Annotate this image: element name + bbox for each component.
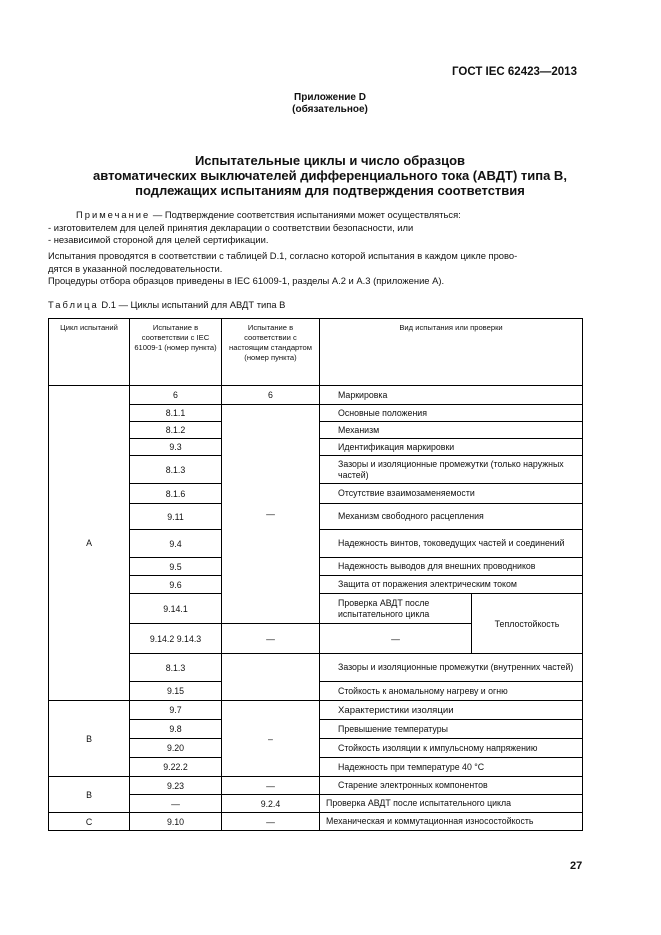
- test-cycles-table: [48, 318, 583, 831]
- page-number: 27: [570, 860, 583, 872]
- cell-iec: 8.1.1: [130, 405, 222, 422]
- header-cycle: Цикл испытаний: [49, 319, 130, 386]
- title-line-2: автоматических выключателей дифференциального тока (АВДТ) типа В,: [93, 168, 567, 183]
- cell-test: Превышение температуры: [320, 720, 583, 739]
- cell-iec: 9.3: [130, 439, 222, 456]
- note-block: [48, 209, 588, 247]
- table-row: [49, 701, 583, 720]
- header-standard-clause: Испытание в соответствии с настоящим стандартом (номер пункта): [222, 319, 320, 386]
- cell-test: Механическая и коммутационная износостойкость: [320, 813, 583, 831]
- cell-iec: 9.22.2: [130, 758, 222, 777]
- table-row: [49, 813, 583, 831]
- title-line-1: Испытательные циклы и число образцов: [194, 153, 466, 168]
- cell-test: Идентификация маркировки: [320, 439, 583, 456]
- appendix-label: Приложение D: [294, 92, 366, 103]
- title-line-3: подлежащих испытаниям для подтверждения соответствия: [135, 183, 525, 198]
- cell-std-dash: –: [222, 701, 320, 777]
- note-label: Примечание: [76, 209, 151, 220]
- cycle-b-cell: В: [49, 701, 130, 777]
- cell-iec: 8.1.6: [130, 484, 222, 504]
- appendix-title: [40, 153, 620, 198]
- table-row: [49, 386, 583, 405]
- appendix-status: (обязательное): [292, 104, 368, 115]
- paragraph-1-cont: дятся в указанной последовательности.: [48, 262, 223, 274]
- cell-iec: 9.14.1: [130, 594, 222, 624]
- cell-test: Механизм свободного расцепления: [320, 504, 583, 530]
- table-caption: [48, 299, 285, 310]
- cell-std: 6: [222, 386, 320, 405]
- cell-test: Старение электронных компонентов: [320, 777, 583, 795]
- note-item-2: - независимой стороной для целей сертификации.: [48, 234, 269, 245]
- cell-test: Зазоры и изоляционные промежутки (только наружных частей): [320, 456, 583, 484]
- table-row: [49, 654, 583, 682]
- cell-test: —: [320, 624, 472, 654]
- cell-iec: 9.8: [130, 720, 222, 739]
- cell-iec: 8.1.3: [130, 654, 222, 682]
- header-test-type: Вид испытания или проверки: [320, 319, 583, 386]
- cell-iec: 8.1.2: [130, 422, 222, 439]
- table-caption-label: Таблица: [48, 299, 99, 310]
- cell-heat-resistance: Теплостойкость: [472, 594, 583, 654]
- document-code: ГОСТ IEC 62423—2013: [452, 66, 577, 78]
- cell-test: Механизм: [320, 422, 583, 439]
- body-text: [48, 250, 588, 288]
- cell-std: —: [222, 624, 320, 654]
- cell-test: Основные положения: [320, 405, 583, 422]
- cell-test: Надежность при температуре 40 °С: [320, 758, 583, 777]
- cell-test: Стойкость изоляции к импульсному напряжению: [320, 739, 583, 758]
- note-text: — Подтверждение соответствия испытаниями может осуществляться:: [150, 209, 461, 220]
- cell-test: Зазоры и изоляционные промежутки (внутренних частей): [320, 654, 583, 682]
- cell-iec: 9.7: [130, 701, 222, 720]
- cycle-b2-cell: В: [49, 777, 130, 813]
- cell-iec: 9.14.2 9.14.3: [130, 624, 222, 654]
- cell-std: —: [222, 813, 320, 831]
- cycle-c-cell: С: [49, 813, 130, 831]
- cell-iec: 6: [130, 386, 222, 405]
- cell-std-empty: [222, 654, 320, 701]
- cell-test: Характеристики изоляции: [320, 701, 583, 720]
- table-row: [49, 777, 583, 795]
- cell-std: 9.2.4: [222, 795, 320, 813]
- table-header-row: [49, 319, 583, 386]
- cell-iec: 9.23: [130, 777, 222, 795]
- paragraph-1: Испытания проводятся в соответствии с таблицей D.1, согласно которой испытания в каждом цикле прово-: [48, 250, 518, 261]
- cell-test: Маркировка: [320, 386, 583, 405]
- cell-test: Отсутствие взаимозаменяемости: [320, 484, 583, 504]
- table-row: [49, 795, 583, 813]
- cell-iec: 9.4: [130, 530, 222, 558]
- cell-iec: 9.15: [130, 682, 222, 701]
- paragraph-2: Процедуры отбора образцов приведены в IEC 61009-1, разделы А.2 и А.3 (приложение А).: [48, 275, 445, 286]
- table-row: [49, 405, 583, 422]
- cell-iec: —: [130, 795, 222, 813]
- note-item-1: - изготовителем для целей принятия декларации о соответствии безопасности, или: [48, 221, 414, 233]
- cell-std: —: [222, 777, 320, 795]
- cell-iec: 9.10: [130, 813, 222, 831]
- cell-std-dash: —: [222, 405, 320, 624]
- cell-test: Надежность винтов, токоведущих частей и соединений: [320, 530, 583, 558]
- cycle-a-cell: А: [49, 386, 130, 701]
- cell-test: Защита от поражения электрическим током: [320, 576, 583, 594]
- cell-iec: 9.11: [130, 504, 222, 530]
- cell-test: Проверка АВДТ после испытательного цикла: [320, 594, 472, 624]
- table-caption-text: D.1 — Циклы испытаний для АВДТ типа В: [98, 299, 286, 310]
- cell-iec: 9.20: [130, 739, 222, 758]
- cell-test: Надежность выводов для внешних проводников: [320, 558, 583, 576]
- cell-iec: 8.1.3: [130, 456, 222, 484]
- header-iec-clause: Испытание в соответствии с IEC 61009-1 (номер пункта): [130, 319, 222, 386]
- cell-iec: 9.6: [130, 576, 222, 594]
- cell-iec: 9.5: [130, 558, 222, 576]
- cell-test: Стойкость к аномальному нагреву и огню: [320, 682, 583, 701]
- cell-test: Проверка АВДТ после испытательного цикла: [320, 795, 583, 813]
- appendix-heading: [40, 92, 620, 116]
